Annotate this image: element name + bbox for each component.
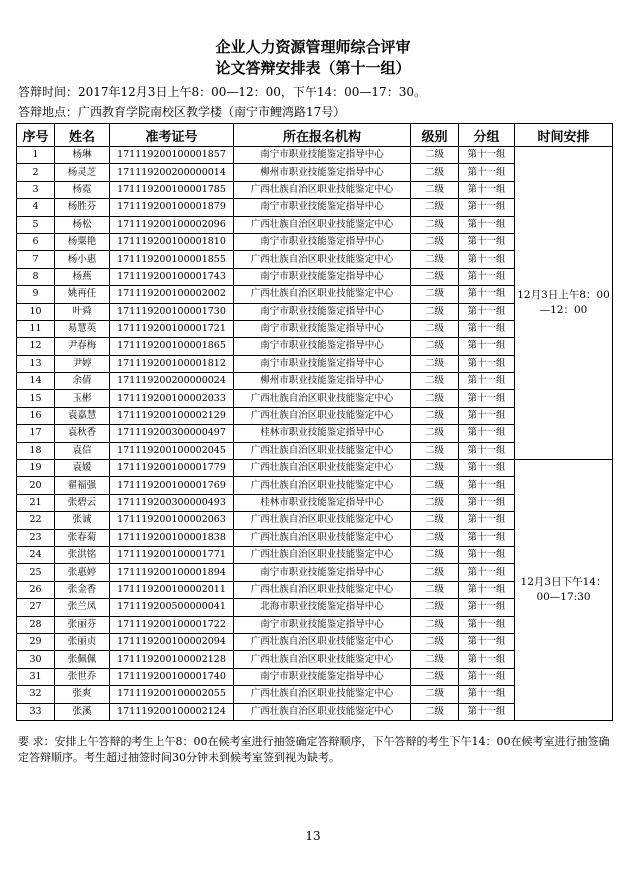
- cell-index: 2: [17, 164, 55, 181]
- cell-level: 二级: [411, 703, 459, 720]
- cell-agency: 广西壮族自治区职业技能鉴定中心: [234, 477, 411, 494]
- cell-name: 张碧云: [55, 494, 110, 511]
- cell-index: 26: [17, 581, 55, 598]
- cell-group: 第十一组: [459, 216, 515, 233]
- cell-agency: 南宁市职业技能鉴定指导中心: [234, 338, 411, 355]
- cell-index: 27: [17, 599, 55, 616]
- cell-group: 第十一组: [459, 512, 515, 529]
- cell-index: 4: [17, 199, 55, 216]
- header-time: 时间安排: [515, 124, 613, 147]
- cell-name: 张丽芬: [55, 616, 110, 633]
- cell-index: 3: [17, 181, 55, 198]
- cell-ticket: 171119200100002128: [110, 651, 234, 668]
- cell-group: 第十一组: [459, 477, 515, 494]
- cell-name: 杨琳: [55, 147, 110, 164]
- cell-level: 二级: [411, 338, 459, 355]
- cell-ticket: 171119200100001779: [110, 460, 234, 477]
- cell-ticket: 171119200100002094: [110, 633, 234, 650]
- cell-group: 第十一组: [459, 546, 515, 563]
- cell-ticket: 171119200100001810: [110, 233, 234, 250]
- cell-group: 第十一组: [459, 181, 515, 198]
- cell-level: 二级: [411, 546, 459, 563]
- cell-name: 杨燕: [55, 268, 110, 285]
- cell-agency: 广西壮族自治区职业技能鉴定中心: [234, 651, 411, 668]
- cell-agency: 南宁市职业技能鉴定指导中心: [234, 147, 411, 164]
- cell-index: 22: [17, 512, 55, 529]
- cell-agency: 南宁市职业技能鉴定指导中心: [234, 616, 411, 633]
- cell-level: 二级: [411, 407, 459, 424]
- cell-ticket: 171119200100001785: [110, 181, 234, 198]
- cell-group: 第十一组: [459, 390, 515, 407]
- page-number: 13: [305, 829, 321, 843]
- cell-agency: 南宁市职业技能鉴定指导中心: [234, 320, 411, 337]
- cell-agency: 广西壮族自治区职业技能鉴定中心: [234, 286, 411, 303]
- cell-group: 第十一组: [459, 442, 515, 459]
- cell-name: 张丽贞: [55, 633, 110, 650]
- cell-group: 第十一组: [459, 268, 515, 285]
- cell-group: 第十一组: [459, 164, 515, 181]
- cell-ticket: 171119200100002011: [110, 581, 234, 598]
- cell-index: 23: [17, 529, 55, 546]
- cell-level: 二级: [411, 320, 459, 337]
- cell-agency: 广西壮族自治区职业技能鉴定中心: [234, 512, 411, 529]
- cell-ticket: 171119200500000041: [110, 599, 234, 616]
- cell-group: 第十一组: [459, 303, 515, 320]
- cell-level: 二级: [411, 355, 459, 372]
- cell-level: 二级: [411, 216, 459, 233]
- cell-agency: 南宁市职业技能鉴定指导中心: [234, 233, 411, 250]
- cell-ticket: 171119200100001879: [110, 199, 234, 216]
- cell-ticket: 171119200100002096: [110, 216, 234, 233]
- header-group: 分组: [459, 124, 515, 147]
- cell-group: 第十一组: [459, 494, 515, 511]
- cell-level: 二级: [411, 633, 459, 650]
- cell-agency: 南宁市职业技能鉴定指导中心: [234, 355, 411, 372]
- cell-index: 15: [17, 390, 55, 407]
- cell-ticket: 171119200100002045: [110, 442, 234, 459]
- cell-ticket: 171119200100001769: [110, 477, 234, 494]
- cell-name: 尹婷: [55, 355, 110, 372]
- cell-ticket: 171119200100001857: [110, 147, 234, 164]
- cell-ticket: 171119200100002124: [110, 703, 234, 720]
- document-title: 企业人力资源管理师综合评审: [215, 38, 411, 56]
- table-row: [17, 460, 613, 477]
- cell-name: 杨胜芬: [55, 199, 110, 216]
- cell-agency: 广西壮族自治区职业技能鉴定中心: [234, 703, 411, 720]
- cell-group: 第十一组: [459, 703, 515, 720]
- cell-level: 二级: [411, 512, 459, 529]
- cell-agency: 广西壮族自治区职业技能鉴定中心: [234, 216, 411, 233]
- cell-agency: 南宁市职业技能鉴定指导中心: [234, 268, 411, 285]
- cell-index: 1: [17, 147, 55, 164]
- cell-level: 二级: [411, 390, 459, 407]
- cell-agency: 柳州市职业技能鉴定指导中心: [234, 164, 411, 181]
- cell-name: 杨灵芝: [55, 164, 110, 181]
- table-header-row: [17, 124, 613, 147]
- defense-place-info: 答辩地点：广西教育学院南校区教学楼（南宁市鲤湾路17号）: [18, 105, 346, 119]
- cell-level: 二级: [411, 686, 459, 703]
- cell-name: 袁秋香: [55, 425, 110, 442]
- cell-ticket: 171119200100002055: [110, 686, 234, 703]
- cell-group: 第十一组: [459, 529, 515, 546]
- cell-name: 杨松: [55, 216, 110, 233]
- table-row: [17, 147, 613, 164]
- cell-level: 二级: [411, 147, 459, 164]
- cell-level: 二级: [411, 581, 459, 598]
- schedule-table: [16, 123, 613, 721]
- cell-agency: 广西壮族自治区职业技能鉴定中心: [234, 442, 411, 459]
- cell-group: 第十一组: [459, 233, 515, 250]
- cell-ticket: 171119200100002002: [110, 286, 234, 303]
- cell-ticket: 171119200200000024: [110, 373, 234, 390]
- cell-level: 二级: [411, 477, 459, 494]
- defense-time-info: 答辩时间：2017年12月3日上午8：00—12：00，下午14：00—17：30。: [18, 85, 426, 99]
- cell-level: 二级: [411, 529, 459, 546]
- cell-group: 第十一组: [459, 651, 515, 668]
- cell-index: 6: [17, 233, 55, 250]
- cell-name: 姚再任: [55, 286, 110, 303]
- cell-level: 二级: [411, 164, 459, 181]
- header-name: 姓名: [55, 124, 110, 147]
- cell-ticket: 171119200300000497: [110, 425, 234, 442]
- cell-index: 33: [17, 703, 55, 720]
- cell-group: 第十一组: [459, 616, 515, 633]
- cell-ticket: 171119200100001855: [110, 251, 234, 268]
- morning-time-cell: 12月3日上午8：00—12：00: [515, 147, 613, 460]
- cell-index: 20: [17, 477, 55, 494]
- cell-name: 余倩: [55, 373, 110, 390]
- cell-index: 13: [17, 355, 55, 372]
- cell-agency: 广西壮族自治区职业技能鉴定中心: [234, 460, 411, 477]
- cell-agency: 广西壮族自治区职业技能鉴定中心: [234, 251, 411, 268]
- header-level: 级别: [411, 124, 459, 147]
- cell-group: 第十一组: [459, 686, 515, 703]
- cell-name: 张惠婷: [55, 564, 110, 581]
- cell-name: 尹春梅: [55, 338, 110, 355]
- cell-level: 二级: [411, 599, 459, 616]
- cell-name: 袁嘉慧: [55, 407, 110, 424]
- cell-ticket: 171119200100001894: [110, 564, 234, 581]
- cell-name: 张溪: [55, 703, 110, 720]
- cell-group: 第十一组: [459, 460, 515, 477]
- cell-agency: 桂林市职业技能鉴定指导中心: [234, 494, 411, 511]
- cell-ticket: 171119200100001730: [110, 303, 234, 320]
- cell-agency: 广西壮族自治区职业技能鉴定中心: [234, 633, 411, 650]
- cell-level: 二级: [411, 668, 459, 685]
- cell-level: 二级: [411, 460, 459, 477]
- cell-level: 二级: [411, 564, 459, 581]
- cell-name: 张佩佩: [55, 651, 110, 668]
- cell-group: 第十一组: [459, 320, 515, 337]
- cell-index: 17: [17, 425, 55, 442]
- cell-index: 24: [17, 546, 55, 563]
- cell-name: 张诚: [55, 512, 110, 529]
- cell-name: 张洪铭: [55, 546, 110, 563]
- cell-name: 张金香: [55, 581, 110, 598]
- cell-ticket: 171119200100001812: [110, 355, 234, 372]
- cell-level: 二级: [411, 251, 459, 268]
- cell-group: 第十一组: [459, 564, 515, 581]
- cell-level: 二级: [411, 303, 459, 320]
- cell-group: 第十一组: [459, 338, 515, 355]
- cell-index: 10: [17, 303, 55, 320]
- cell-group: 第十一组: [459, 286, 515, 303]
- header-agency: 所在报名机构: [234, 124, 411, 147]
- cell-level: 二级: [411, 233, 459, 250]
- cell-group: 第十一组: [459, 373, 515, 390]
- cell-index: 11: [17, 320, 55, 337]
- cell-name: 张世乔: [55, 668, 110, 685]
- cell-level: 二级: [411, 373, 459, 390]
- cell-name: 杨粟艳: [55, 233, 110, 250]
- cell-level: 二级: [411, 181, 459, 198]
- cell-level: 二级: [411, 425, 459, 442]
- cell-agency: 广西壮族自治区职业技能鉴定中心: [234, 581, 411, 598]
- document-subtitle: 论文答辩安排表（第十一组）: [215, 59, 411, 77]
- cell-level: 二级: [411, 442, 459, 459]
- cell-agency: 南宁市职业技能鉴定指导中心: [234, 564, 411, 581]
- cell-index: 21: [17, 494, 55, 511]
- cell-ticket: 171119200100002129: [110, 407, 234, 424]
- cell-index: 31: [17, 668, 55, 685]
- cell-index: 30: [17, 651, 55, 668]
- cell-name: 袁信: [55, 442, 110, 459]
- cell-index: 28: [17, 616, 55, 633]
- cell-index: 5: [17, 216, 55, 233]
- cell-index: 18: [17, 442, 55, 459]
- cell-group: 第十一组: [459, 581, 515, 598]
- cell-group: 第十一组: [459, 407, 515, 424]
- cell-name: 翟福强: [55, 477, 110, 494]
- requirements-note: 要 求：安排上午答辩的考生上午8：00在候考室进行抽签确定答辩顺序，下午答辩的考生下午14：00在候考室进行抽签确定答辩顺序。考生超过抽签时间30分钟未到候考室签到视为缺考。: [18, 735, 610, 764]
- cell-index: 32: [17, 686, 55, 703]
- cell-ticket: 171119200300000493: [110, 494, 234, 511]
- cell-agency: 桂林市职业技能鉴定指导中心: [234, 425, 411, 442]
- cell-index: 29: [17, 633, 55, 650]
- header-index: 序号: [17, 124, 55, 147]
- cell-agency: 南宁市职业技能鉴定指导中心: [234, 668, 411, 685]
- cell-name: 袁媛: [55, 460, 110, 477]
- table-body: [17, 147, 613, 721]
- cell-group: 第十一组: [459, 199, 515, 216]
- cell-ticket: 171119200100001740: [110, 668, 234, 685]
- cell-name: 玉彬: [55, 390, 110, 407]
- afternoon-time-cell: 12月3日下午14：00—17:30: [515, 460, 613, 721]
- cell-name: 杨小惠: [55, 251, 110, 268]
- cell-level: 二级: [411, 651, 459, 668]
- cell-level: 二级: [411, 494, 459, 511]
- cell-group: 第十一组: [459, 668, 515, 685]
- cell-name: 叶舜: [55, 303, 110, 320]
- cell-name: 易慧英: [55, 320, 110, 337]
- cell-index: 8: [17, 268, 55, 285]
- cell-index: 9: [17, 286, 55, 303]
- cell-group: 第十一组: [459, 599, 515, 616]
- cell-ticket: 171119200100001721: [110, 320, 234, 337]
- cell-index: 14: [17, 373, 55, 390]
- cell-agency: 广西壮族自治区职业技能鉴定中心: [234, 390, 411, 407]
- cell-level: 二级: [411, 616, 459, 633]
- cell-group: 第十一组: [459, 633, 515, 650]
- cell-agency: 柳州市职业技能鉴定指导中心: [234, 373, 411, 390]
- cell-index: 16: [17, 407, 55, 424]
- cell-name: 杨霓: [55, 181, 110, 198]
- cell-group: 第十一组: [459, 425, 515, 442]
- cell-ticket: 171119200100001722: [110, 616, 234, 633]
- cell-name: 张春菊: [55, 529, 110, 546]
- cell-level: 二级: [411, 286, 459, 303]
- cell-agency: 南宁市职业技能鉴定指导中心: [234, 199, 411, 216]
- cell-ticket: 171119200200000014: [110, 164, 234, 181]
- cell-agency: 广西壮族自治区职业技能鉴定中心: [234, 546, 411, 563]
- cell-ticket: 171119200100001838: [110, 529, 234, 546]
- cell-ticket: 171119200100001865: [110, 338, 234, 355]
- cell-agency: 广西壮族自治区职业技能鉴定中心: [234, 529, 411, 546]
- cell-index: 12: [17, 338, 55, 355]
- cell-index: 19: [17, 460, 55, 477]
- header-ticket: 准考证号: [110, 124, 234, 147]
- cell-ticket: 171119200100001771: [110, 546, 234, 563]
- cell-name: 张爽: [55, 686, 110, 703]
- cell-agency: 南宁市职业技能鉴定指导中心: [234, 303, 411, 320]
- cell-ticket: 171119200100001743: [110, 268, 234, 285]
- cell-group: 第十一组: [459, 147, 515, 164]
- cell-group: 第十一组: [459, 251, 515, 268]
- cell-agency: 北海市职业技能鉴定指导中心: [234, 599, 411, 616]
- cell-level: 二级: [411, 199, 459, 216]
- cell-name: 张兰凤: [55, 599, 110, 616]
- cell-agency: 广西壮族自治区职业技能鉴定中心: [234, 407, 411, 424]
- cell-ticket: 171119200100002063: [110, 512, 234, 529]
- cell-index: 7: [17, 251, 55, 268]
- cell-level: 二级: [411, 268, 459, 285]
- cell-agency: 广西壮族自治区职业技能鉴定中心: [234, 181, 411, 198]
- cell-index: 25: [17, 564, 55, 581]
- cell-group: 第十一组: [459, 355, 515, 372]
- cell-agency: 广西壮族自治区职业技能鉴定中心: [234, 686, 411, 703]
- cell-ticket: 171119200100002033: [110, 390, 234, 407]
